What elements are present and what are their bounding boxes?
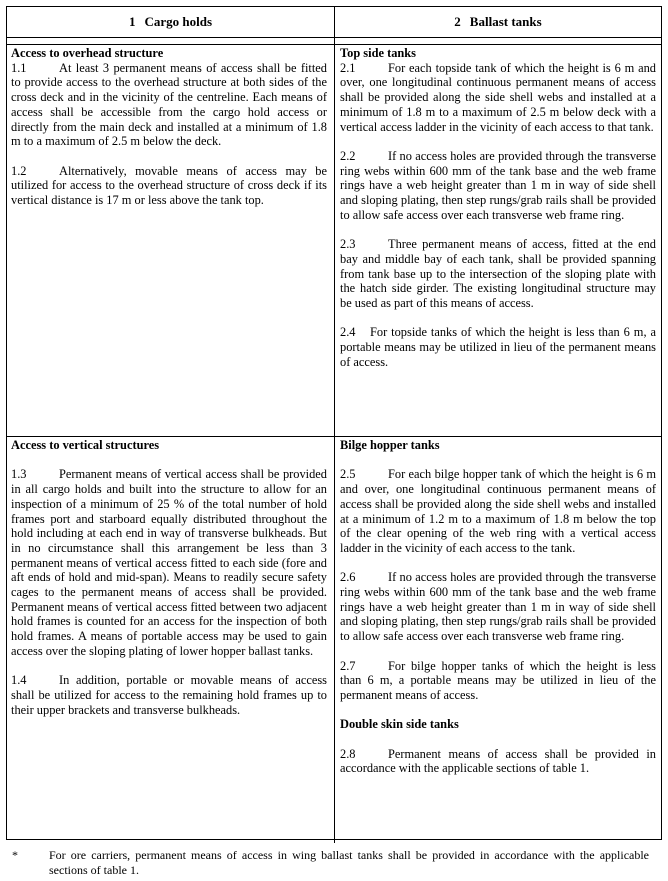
clause-2-4: 2.4 For topside tanks of which the height is less than 6 m, a portable means may be utilized in lieu of the permanent means of access.	[340, 325, 656, 369]
column-header-ballast-tanks: 2 Ballast tanks	[454, 13, 542, 29]
clause-1-1: 1.1 At least 3 permanent means of access shall be fitted to provide access to the overhead structure at both sides of the cross deck and in the vicinity of the centreline. Each means of access shall be accessible from the cargo hold access or directly from the main deck and installed at a minimum of 1.8 m to a maximum of 2.5 m below the deck.	[11, 60, 327, 149]
section-title: Top side tanks	[340, 46, 416, 60]
section-title: Access to vertical structures	[11, 438, 160, 452]
clause-1-4: 1.4 In addition, portable or movable means of access shall be utilized for access to the remaining hold frames up to their upper brackets and transverse bulkheads.	[11, 673, 327, 717]
clause-2-3: 2.3 Three permanent means of access, fitted at the end bay and middle bay of each tank, shall be provided spanning from tank base up to the intersection of the sloping plate with the hatch side girder. The existing longitudinal structure may be used as part of this means of access.	[340, 237, 656, 310]
clause-2-8: 2.8 Permanent means of access shall be provided in accordance with the applicable sections of table 1.	[340, 746, 656, 776]
clause-1-2: 1.2 Alternatively, movable means of access may be utilized for access to the overhead structure of cross deck if its vertical distance is 17 m or less above the tank top.	[11, 163, 327, 208]
clause-2-2: 2.2 If no access holes are provided through the transverse ring webs within 600 mm of the tank base and the web frame rings have a web height greater than 1 m in way of side shell and sloping plating, then step rungs/grab rails shall be provided to allow safe access over each transverse web frame ring.	[340, 148, 656, 222]
clause-2-6: 2.6 If no access holes are provided through the transverse ring webs within 600 mm of the tank base and the web frame rings have a web height greater than 1 m in way of side shell and sloping plating, then step rungs/grab rails shall be provided to allow safe access over each transverse web frame ring.	[340, 570, 656, 644]
section-title-double-skin: Double skin side tanks	[340, 717, 459, 732]
section-title: Bilge hopper tanks	[340, 438, 440, 452]
cell-vertical-structures	[11, 438, 327, 717]
column-divider	[334, 7, 335, 843]
row-divider	[7, 436, 661, 437]
clause-2-1: 2.1 For each topside tank of which the height is 6 m and over, one longitudinal continuous permanent means of access shall be provided along the side shell webs and installed at a minimum of 1.8 m to a maximum of 2.5 m below deck with a vertical access ladder in the vicinity of each access to that tank.	[340, 60, 656, 134]
footnote-mark: *	[12, 848, 18, 862]
footnote-text: For ore carriers, permanent means of access in wing ballast tanks shall be provided in accordance with the applicable sections of table 1.	[49, 848, 649, 877]
document-page	[6, 6, 662, 877]
cell-top-side-tanks	[340, 46, 656, 369]
section-title: Access to overhead structure	[11, 46, 164, 60]
cell-bilge-hopper-tanks	[340, 438, 656, 776]
clause-1-3: 1.3 Permanent means of vertical access shall be provided in all cargo holds and built into the structure to allow for an inspection of a minimum of 25 % of the total number of hold frames port and starboard equally distributed throughout the hold including at each end in way of transverse bulkheads. But in no circumstance shall this arrangement be less than 3 permanent means of vertical access fitted to each side (fore and aft ends of hold and mid-span). Means to readily secure safety cages to the permanent means of access shall be provided. Permanent means of vertical access fitted between two adjacent hold frames is counted for an access for the inspection of both hold frames. A means of portable access may be used to gain access over the sloping plating of lower hopper ballast tanks.	[11, 467, 327, 658]
column-header-cargo-holds: 1 Cargo holds	[128, 13, 213, 29]
access-table	[6, 6, 662, 840]
clause-2-5: 2.5 For each bilge hopper tank of which the height is 6 m and over, one longitudinal continuous permanent means of access shall be provided along the side shell webs and installed at a minimum of 1.2 m to a maximum of 1.8 m below the top of the clear opening of the web ring with a vertical access ladder in the vicinity of each access to the tank.	[340, 467, 656, 555]
header-rule-double	[7, 44, 661, 45]
clause-2-7: 2.7 For bilge hopper tanks of which the height is less than 6 m, a portable means may be utilized in lieu of the permanent means of access.	[340, 658, 656, 702]
cell-overhead-structure	[11, 46, 327, 208]
header-rule	[7, 37, 661, 38]
